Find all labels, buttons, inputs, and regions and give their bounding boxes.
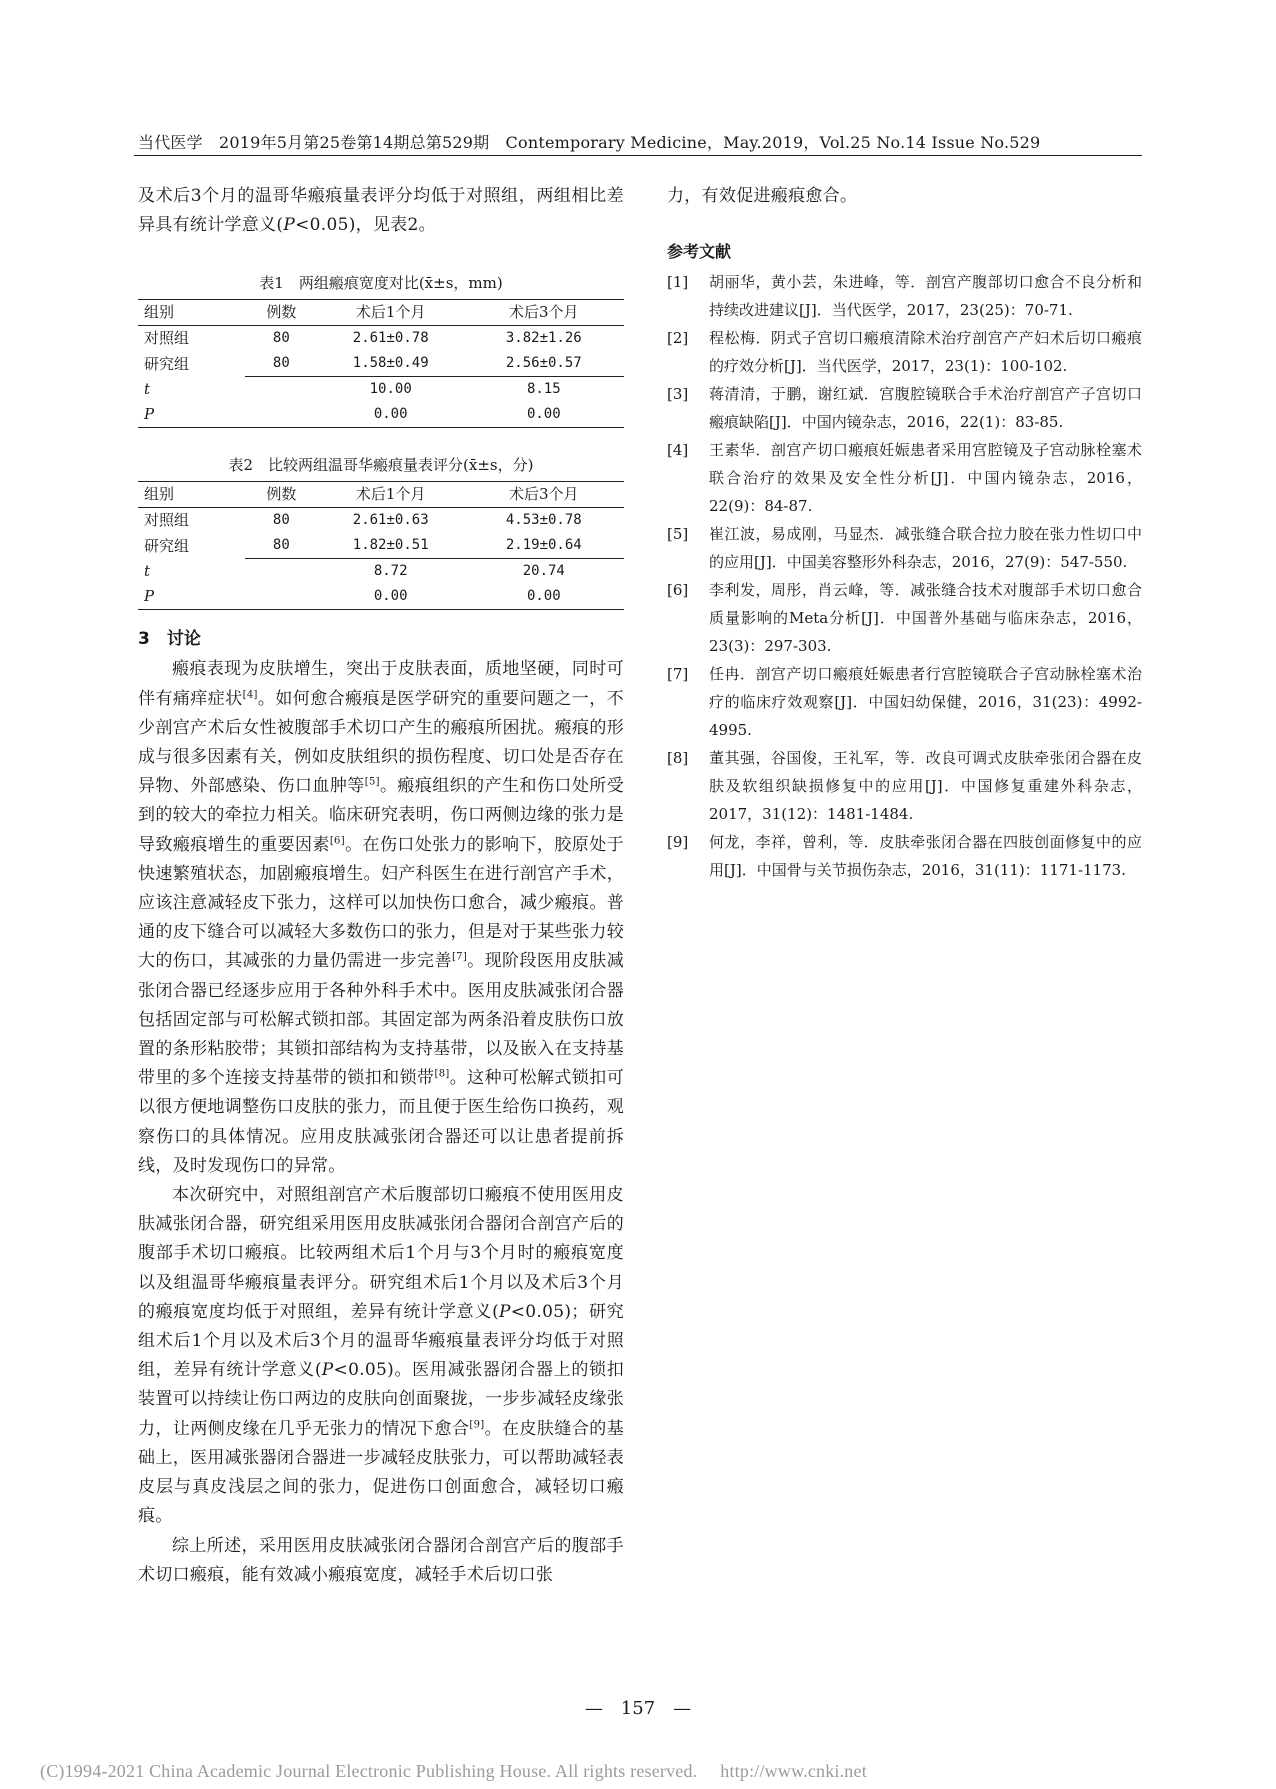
discussion-paragraph-1: 瘢痕表现为皮肤增生，突出于皮肤表面，质地坚硬，同时可伴有痛痒症状[4]。如何愈合瘢痕是医学研究的重要问题之一，不少剖宫产术后女性被腹部手术切口产生的瘢痕所困扰。瘢痕的形成与很多因素有关，例如皮肤组织的损伤程度、切口处是否存在异物、外部感染、伤口血肿等[5]。瘢痕组织的产生和伤口处所受到的较大的牵拉力相关。临床研究表明，伤口两侧边缘的张力是导致瘢痕增生的重要因素[6]。在伤口处张力的影响下，胶原处于快速繁殖状态，加剧瘢痕增生。妇产科医生在进行剖宫产手术，应该注意减轻皮下张力，这样可以加快伤口愈合，减少瘢痕。普通的皮下缝合可以减轻大多数伤口的张力，但是对于某些张力较大的伤口，其减张的力量仍需进一步完善[7]。现阶段医用皮肤减张闭合器已经逐步应用于各种外科手术中。医用皮肤减张闭合器包括固定部与可松解式锁扣部。其固定部为两条沿着皮肤伤口放置的条形粘胶带；其锁扣部结构为支持基带，以及嵌入在支持基带里的多个连接支持基带的锁扣和锁带[8]。这种可松解式锁扣可以很方便地调整伤口皮肤的张力，而且便于医生给伤口换药，观察伤口的具体情况。应用皮肤减张闭合器还可以让患者提前拆线，及时发现伤口的异常。 — [138, 659, 625, 1176]
reference-item: [7] 任冉．剖宫产切口瘢痕妊娠患者行宫腔镜联合子宫动脉栓塞术治疗的临床疗效观察[J]．中国妇幼保健，2016，31(23)：4992-4995. — [667, 665, 1142, 740]
conclusion-paragraph: 综上所述，采用医用皮肤减张闭合器闭合剖宫产后的腹部手术切口瘢痕，能有效减小瘢痕宽度，减轻手术后切口张 — [138, 1535, 624, 1585]
left-column — [138, 182, 624, 1590]
discussion-paragraph-2: 本次研究中，对照组剖宫产术后腹部切口瘢痕不使用医用皮肤减张闭合器，研究组采用医用皮肤减张闭合器闭合剖宫产后的腹部手术切口瘢痕。比较两组术后1个月与3个月时的瘢痕宽度以及组温哥华瘢痕量表评分。研究组术后1个月以及术后3个月的瘢痕宽度均低于对照组，差异有统计学意义(P<0.05)；研究组术后1个月以及术后3个月的温哥华瘢痕量表评分均低于对照组，差异有统计学意义(P<0.05)。医用减张器闭合器上的锁扣装置可以持续让伤口两边的皮肤向创面聚拢，一步步减轻皮缘张力，让两侧皮缘在几乎无张力的情况下愈合[9]。在皮肤缝合的基础上，医用减张器闭合器进一步减轻皮肤张力，可以帮助减轻表皮层与真皮浅层之间的张力，促进伤口创面愈合，减轻切口瘢痕。 — [138, 1185, 624, 1527]
table2-caption: 表2 比较两组温哥华瘢痕量表评分(x̄±s，分) — [228, 456, 534, 475]
table-row-p: P 0.00 0.00 — [138, 584, 624, 610]
citation: [4] — [242, 688, 258, 700]
page-number: — 157 — — [584, 1698, 692, 1719]
reference-list — [667, 268, 1142, 884]
reference-item: [1] 胡丽华，黄小芸，朱进峰，等．剖宫产腹部切口愈合不良分析和持续改进建议[J]．当代医学，2017，23(25)：70-71. — [667, 273, 1142, 320]
table1-caption: 表1 两组瘢痕宽度对比(x̄±s，mm) — [259, 274, 503, 293]
table-row: 对照组 80 2.61±0.78 3.82±1.26 — [144, 329, 582, 348]
table-header-row: 组别 例数 术后1个月 术后3个月 — [138, 300, 624, 326]
table-row-p: P 0.00 0.00 — [138, 402, 624, 428]
table-row-t: t 8.72 20.74 — [138, 559, 624, 585]
reference-item: [2] 程松梅．阴式子宫切口瘢痕清除术治疗剖宫产产妇术后切口瘢痕的疗效分析[J]．当代医学，2017，23(1)：100-102. — [667, 329, 1142, 376]
table-row-t: t 10.00 8.15 — [138, 377, 624, 403]
reference-item: [3] 蒋清清，于鹏，谢红斌．宫腹腔镜联合手术治疗剖宫产子宫切口瘢痕缺陷[J]．中国内镜杂志，2016，22(1)：83-85. — [667, 385, 1142, 432]
table1 — [138, 299, 624, 428]
results-paragraph: 及术后3个月的温哥华瘢痕量表评分均低于对照组，两组相比差异具有统计学意义(P<0.05)，见表2。 — [138, 186, 624, 236]
table-row: 对照组 80 2.61±0.63 4.53±0.78 — [144, 511, 582, 530]
reference-item: [9] 何龙，李祥，曾利，等．皮肤牵张闭合器在四肢创面修复中的应用[J]．中国骨与关节损伤杂志，2016，31(11)：1171-1173. — [667, 833, 1142, 880]
citation: [6] — [329, 834, 345, 846]
reference-item: [5] 崔江波，易成刚，马显杰．减张缝合联合拉力胶在张力性切口中的应用[J]．中国美容整形外科杂志，2016，27(9)：547-550. — [667, 525, 1142, 572]
citation: [7] — [451, 951, 468, 963]
citation: [8] — [434, 1068, 450, 1080]
reference-item: [6] 李利发，周彤，肖云峰，等．减张缝合技术对腹部手术切口愈合质量影响的Meta分析[J]．中国普外基础与临床杂志，2016，23(3)：297-303. — [667, 581, 1142, 656]
right-column — [667, 182, 1142, 884]
header-rule — [134, 155, 1142, 156]
table-row: 研究组 80 1.82±0.51 2.19±0.64 — [144, 536, 582, 555]
citation: [9] — [469, 1419, 485, 1431]
reference-item: [8] 董其强，谷国俊，王礼军，等．改良可调式皮肤牵张闭合器在皮肤及软组织缺损修复中的应用[J]．中国修复重建外科杂志，2017，31(12)：1481-1484. — [667, 749, 1142, 824]
running-header: 当代医学 2019年5月第25卷第14期总第529期 Contemporary Medicine，May.2019，Vol.25 No.14 Issue No.529 — [138, 133, 1041, 152]
table2 — [138, 481, 624, 610]
section-title: 3 讨论 — [138, 629, 201, 650]
reference-item: [4] 王素华．剖宫产切口瘢痕妊娠患者采用宫腔镜及子宫动脉栓塞术联合治疗的效果及安全性分析[J]．中国内镜杂志，2016，22(9)：84-87. — [667, 441, 1142, 516]
citation: [5] — [364, 776, 380, 788]
conclusion-continued: 力，有效促进瘢痕愈合。 — [667, 186, 858, 206]
table-row: 研究组 80 1.58±0.49 2.56±0.57 — [144, 354, 582, 373]
references-title: 参考文献 — [667, 242, 732, 262]
copyright-footer: (C)1994-2021 China Academic Journal Electronic Publishing House. All rights reserved. http://www.cnki.net — [40, 1761, 867, 1781]
table-header-row: 组别 例数 术后1个月 术后3个月 — [138, 482, 624, 508]
